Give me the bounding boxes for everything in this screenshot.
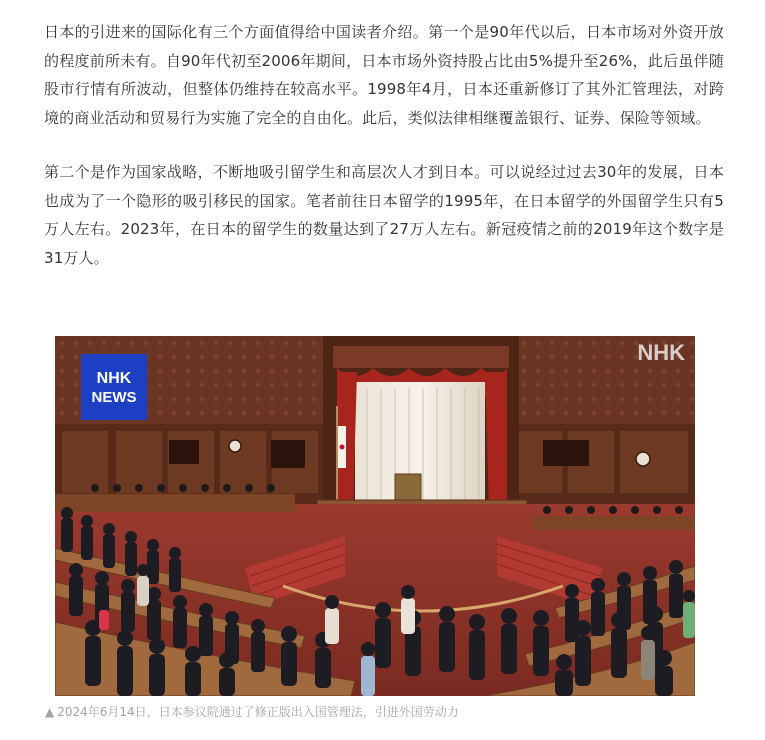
badge-line2: NEWS: [91, 389, 137, 406]
nhk-watermark: NHK: [637, 340, 685, 365]
caption-text: 日本参议院通过了修正版出入国管理法，引进外国劳动力: [158, 705, 459, 719]
article-paragraph: 日本的引进来的国际化有三个方面值得给中国读者介绍。第一个是90年代以后，日本市场对外资开放的程度前所未有。自90年代初至2006年期间，日本市场外资持股占比由5%提升至26%，此后虽伴随股市行情有所波动，但整体仍维持在较高水平。1998年4月，日本还重新修订了其外汇管理法，对跨境的商业活动和贸易行为实施了完全的自由化。此后，类似法律相继覆盖银行、证券、保险等领域。: [44, 23, 724, 127]
caption-separator: ，: [146, 705, 159, 719]
photo-caption: [45, 703, 459, 721]
article-paragraph: 第二个是作为国家战略，不断地吸引留学生和高层次人才到日本。可以说经过过去30年的发展，日本也成为了一个隐形的吸引移民的国家。笔者前往日本留学的1995年，在日本留学的外国留学生只有5万人左右。2023年，在日本的留学生的数量达到了27万人左右。新冠疫情之前的2019年这个数字是31万人。: [44, 163, 724, 267]
badge-line1: NHK: [96, 370, 132, 387]
caption-triangle-icon: ▲: [45, 705, 55, 719]
caption-date: 2024年6月14日: [57, 705, 147, 719]
article-body: [44, 18, 724, 272]
news-photo: [55, 336, 695, 696]
diet-chamber-photo: [55, 336, 695, 696]
nhk-news-badge: [81, 354, 147, 420]
